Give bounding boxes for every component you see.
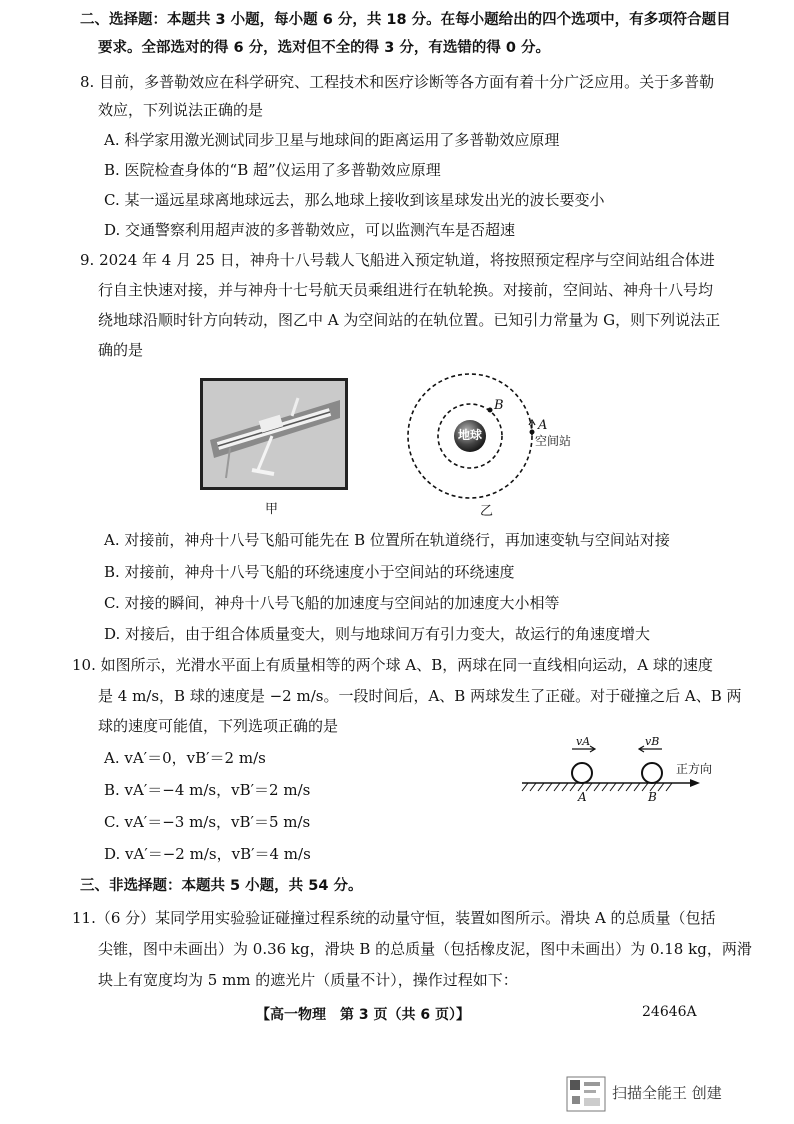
q9-option-b: B. 对接前，神舟十八号飞船的环绕速度小于空间站的环绕速度: [104, 563, 515, 581]
ball-b-label: B: [648, 790, 657, 804]
point-b-label: B: [494, 398, 504, 413]
figure-jia-photo: [200, 378, 348, 490]
q10-stem-line1: 10. 如图所示，光滑水平面上有质量相等的两个球 A、B，两球在同一直线相向运动，A 球的速度: [72, 656, 713, 674]
figure-jia-caption: 甲: [265, 502, 279, 517]
q8-option-a: A. 科学家用激光测试同步卫星与地球间的距离运用了多普勒效应原理: [104, 131, 560, 149]
velocity-a-label: vA: [576, 735, 591, 748]
ball-b: [642, 763, 662, 783]
q11-stem-line2: 尖锥，图中未画出）为 0.36 kg，滑块 B 的总质量（包括橡皮泥，图中未画出）为 0.18 kg，两滑: [98, 940, 752, 958]
q9-option-d: D. 对接后，由于组合体质量变大，则与地球间万有引力变大，故运行的角速度增大: [104, 625, 651, 643]
q8-stem-line2: 效应，下列说法正确的是: [98, 101, 264, 119]
positive-direction-arrow-icon: [690, 779, 700, 787]
q9-stem-line4: 确的是: [98, 341, 144, 359]
ball-a: [572, 763, 592, 783]
q10-stem-line3: 球的速度可能值，下列选项正确的是: [98, 717, 339, 735]
q8-option-c: C. 某一遥远星球离地球远去，那么地球上接收到该星球发出光的波长要变小: [104, 191, 605, 209]
section2-line2: 要求。全部选对的得 6 分，选对但不全的得 3 分，有选错的得 0 分。: [98, 40, 551, 56]
scanner-watermark: 扫描全能王 创建: [612, 1084, 722, 1102]
point-b-dot: [488, 408, 493, 413]
positive-direction-label: 正方向: [676, 762, 713, 776]
point-a-dot: [530, 430, 535, 435]
q8-option-b: B. 医院检查身体的“B 超”仪运用了多普勒效应原理: [104, 161, 441, 179]
q9-stem-line1: 9. 2024 年 4 月 25 日，神舟十八号载人飞船进入预定轨道，将按照预定程序与空间站组合体进: [80, 251, 715, 269]
page-footer: 【高一物理 第 3 页（共 6 页）】: [256, 1007, 470, 1023]
section2-line1: 二、选择题：本题共 3 小题，每小题 6 分，共 18 分。在每小题给出的四个选项中，有多项符合题目: [80, 12, 731, 28]
q8-option-d: D. 交通警察利用超声波的多普勒效应，可以监测汽车是否超速: [104, 221, 516, 239]
q11-stem-line1: 11.（6 分）某同学用实验验证碰撞过程系统的动量守恒，装置如图所示。滑块 A 的总质量（包括: [72, 909, 716, 927]
scanner-logo-icon: [566, 1076, 606, 1112]
point-a-label: A: [538, 418, 548, 433]
q10-stem-line2: 是 4 m/s，B 球的速度是 −2 m/s。一段时间后，A、B 两球发生了正碰。对于碰撞之后 A、B 两: [98, 687, 742, 705]
q8-stem-line1: 8. 目前，多普勒效应在科学研究、工程技术和医疗诊断等各方面有着十分广泛应用。关于多普勒: [80, 73, 715, 91]
velocity-b-label: vB: [645, 735, 660, 748]
station-label: 空间站: [535, 434, 572, 448]
q9-option-a: A. 对接前，神舟十八号飞船可能先在 B 位置所在轨道绕行，再加速变轨与空间站对接: [104, 531, 670, 549]
q10-option-a: A. vA′＝0，vB′＝2 m/s: [104, 749, 266, 767]
q9-stem-line2: 行自主快速对接，并与神舟十七号航天员乘组进行在轨轮换。对接前，空间站、神舟十八号均: [98, 281, 714, 299]
figure-yi-caption: 乙: [480, 504, 494, 519]
ball-a-label: A: [578, 790, 587, 804]
q10-option-b: B. vA′＝−4 m/s，vB′＝2 m/s: [104, 781, 311, 799]
q9-stem-line3: 绕地球沿顺时针方向转动，图乙中 A 为空间站的在轨位置。已知引力常量为 G，则下列说法正: [98, 311, 721, 329]
q10-option-d: D. vA′＝−2 m/s，vB′＝4 m/s: [104, 845, 311, 863]
q9-option-c: C. 对接的瞬间，神舟十八号飞船的加速度与空间站的加速度大小相等: [104, 594, 560, 612]
paper-code: 24646A: [642, 1004, 697, 1020]
q10-option-c: C. vA′＝−3 m/s，vB′＝5 m/s: [104, 813, 311, 831]
section3-title: 三、非选择题：本题共 5 小题，共 54 分。: [80, 878, 363, 894]
earth-label: 地球: [458, 428, 483, 442]
q11-stem-line3: 块上有宽度均为 5 mm 的遮光片（质量不计），操作过程如下：: [98, 971, 518, 989]
